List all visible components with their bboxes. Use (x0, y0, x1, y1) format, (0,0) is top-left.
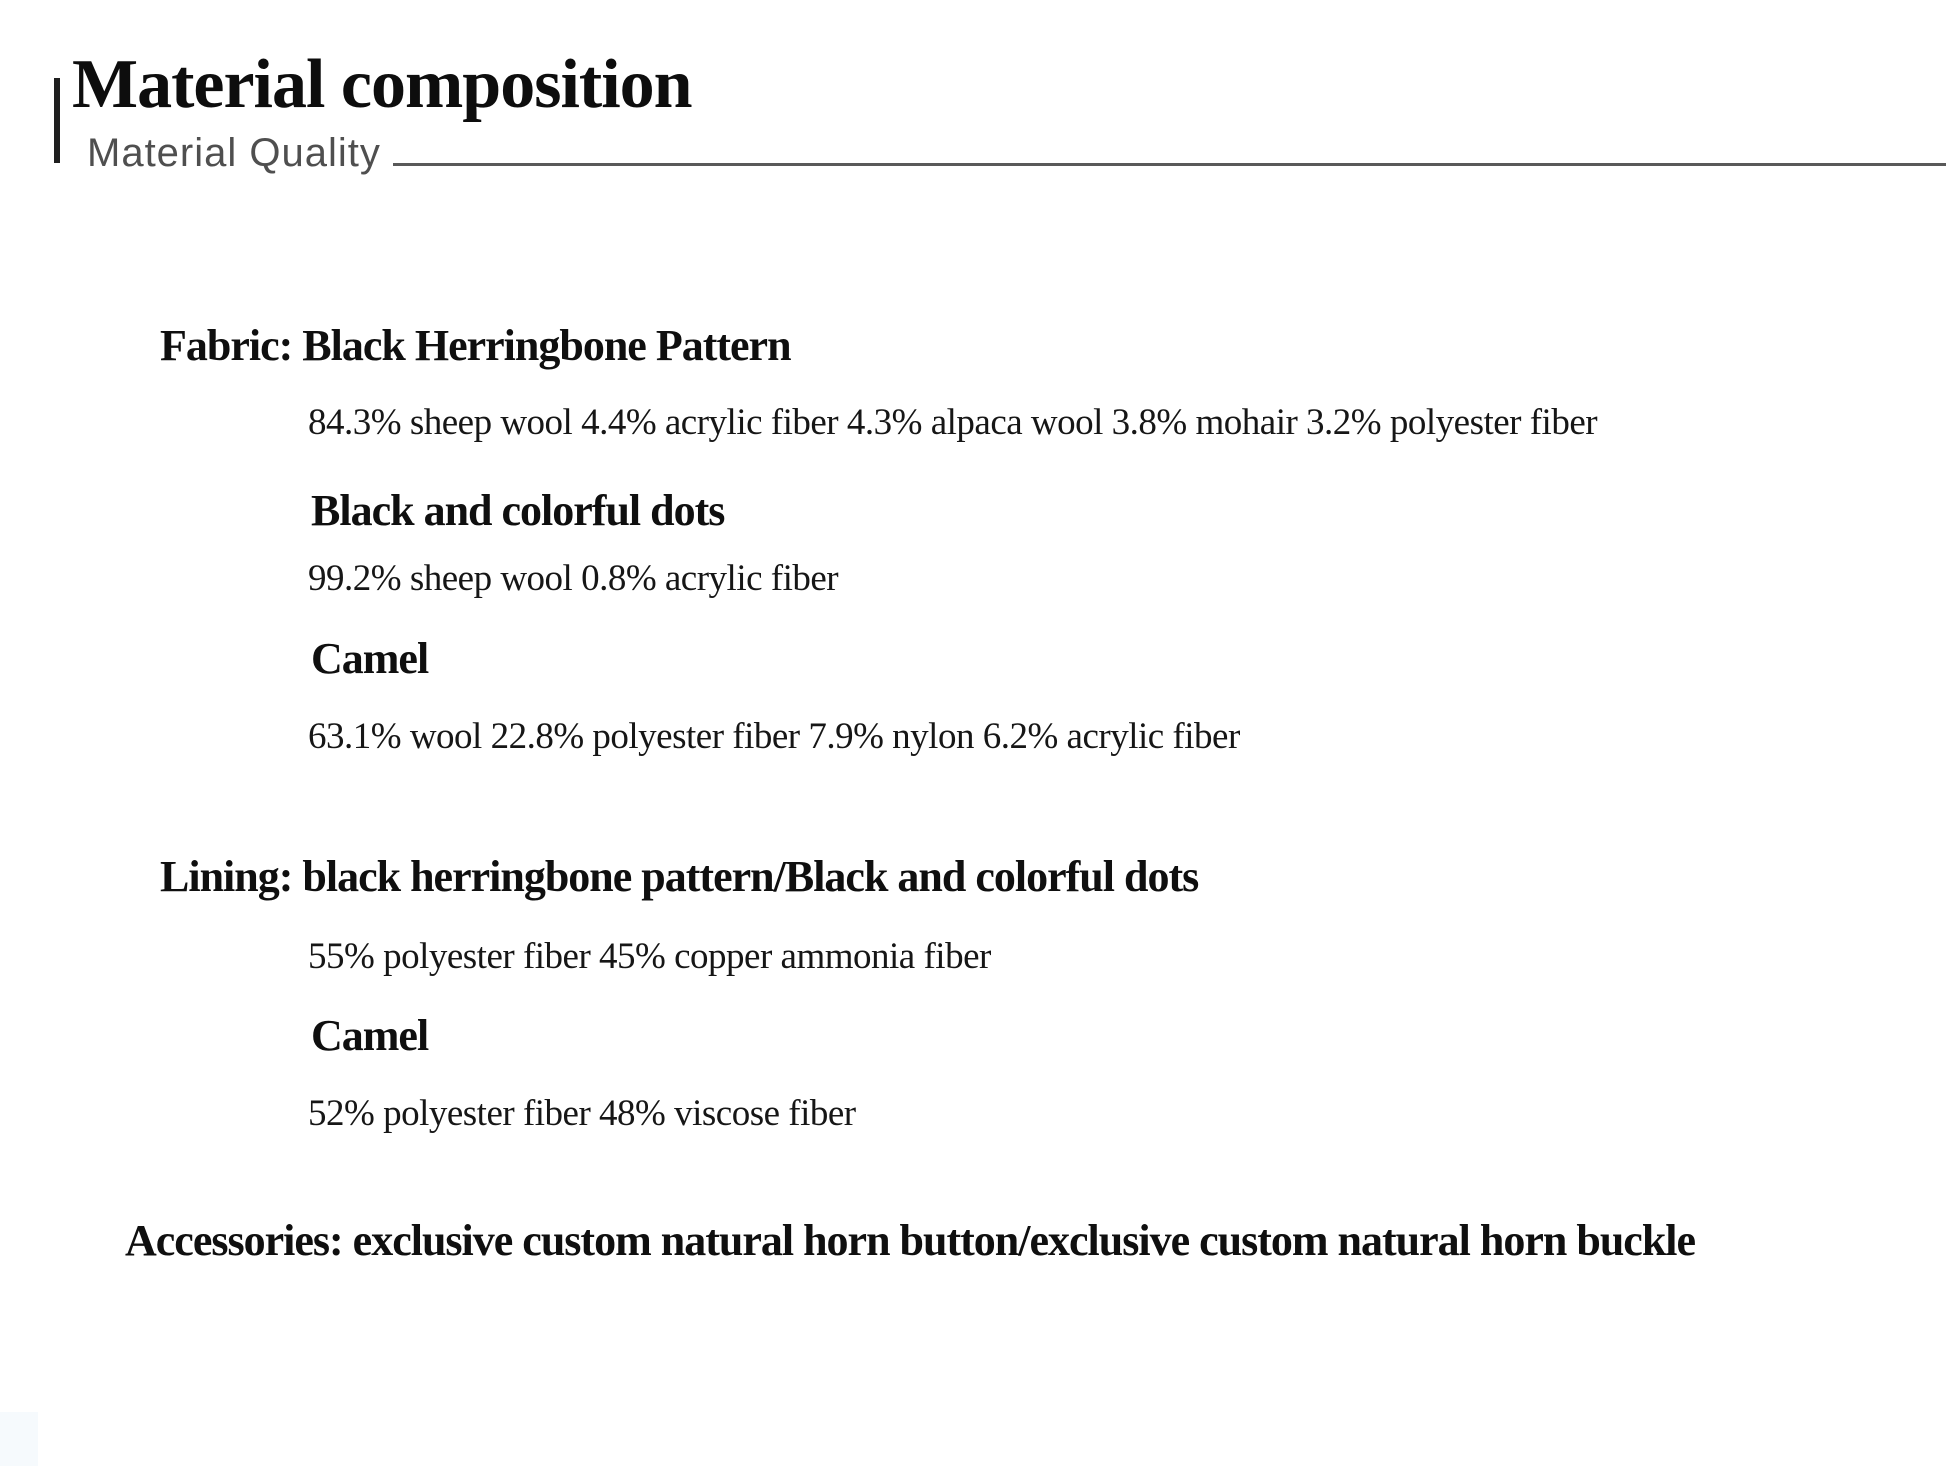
fabric-variant-black-dots-name: Black and colorful dots (311, 486, 725, 535)
fabric-variant-camel-composition: 63.1% wool 22.8% polyester fiber 7.9% nylon 6.2% acrylic fiber (308, 716, 1240, 757)
fabric-section-heading: Fabric: Black Herringbone Pattern (160, 321, 791, 370)
title-accent-bar (54, 78, 60, 163)
lining-main-composition: 55% polyester fiber 45% copper ammonia fiber (308, 936, 991, 977)
lining-section-heading: Lining: black herringbone pattern/Black and colorful dots (160, 852, 1199, 901)
fabric-variant-black-dots-composition: 99.2% sheep wool 0.8% acrylic fiber (308, 558, 839, 599)
lining-variant-camel-composition: 52% polyester fiber 48% viscose fiber (308, 1093, 856, 1134)
page-subtitle: Material Quality (87, 131, 381, 175)
corner-artifact (0, 1412, 38, 1466)
accessories-section-heading: Accessories: exclusive custom natural horn button/exclusive custom natural horn buckle (125, 1216, 1696, 1265)
lining-variant-camel-name: Camel (311, 1011, 429, 1060)
header-rule (393, 163, 1946, 166)
fabric-variant-camel-name: Camel (311, 634, 429, 683)
fabric-main-composition: 84.3% sheep wool 4.4% acrylic fiber 4.3% alpaca wool 3.8% mohair 3.2% polyester fiber (308, 402, 1598, 443)
page-title: Material composition (72, 46, 692, 123)
